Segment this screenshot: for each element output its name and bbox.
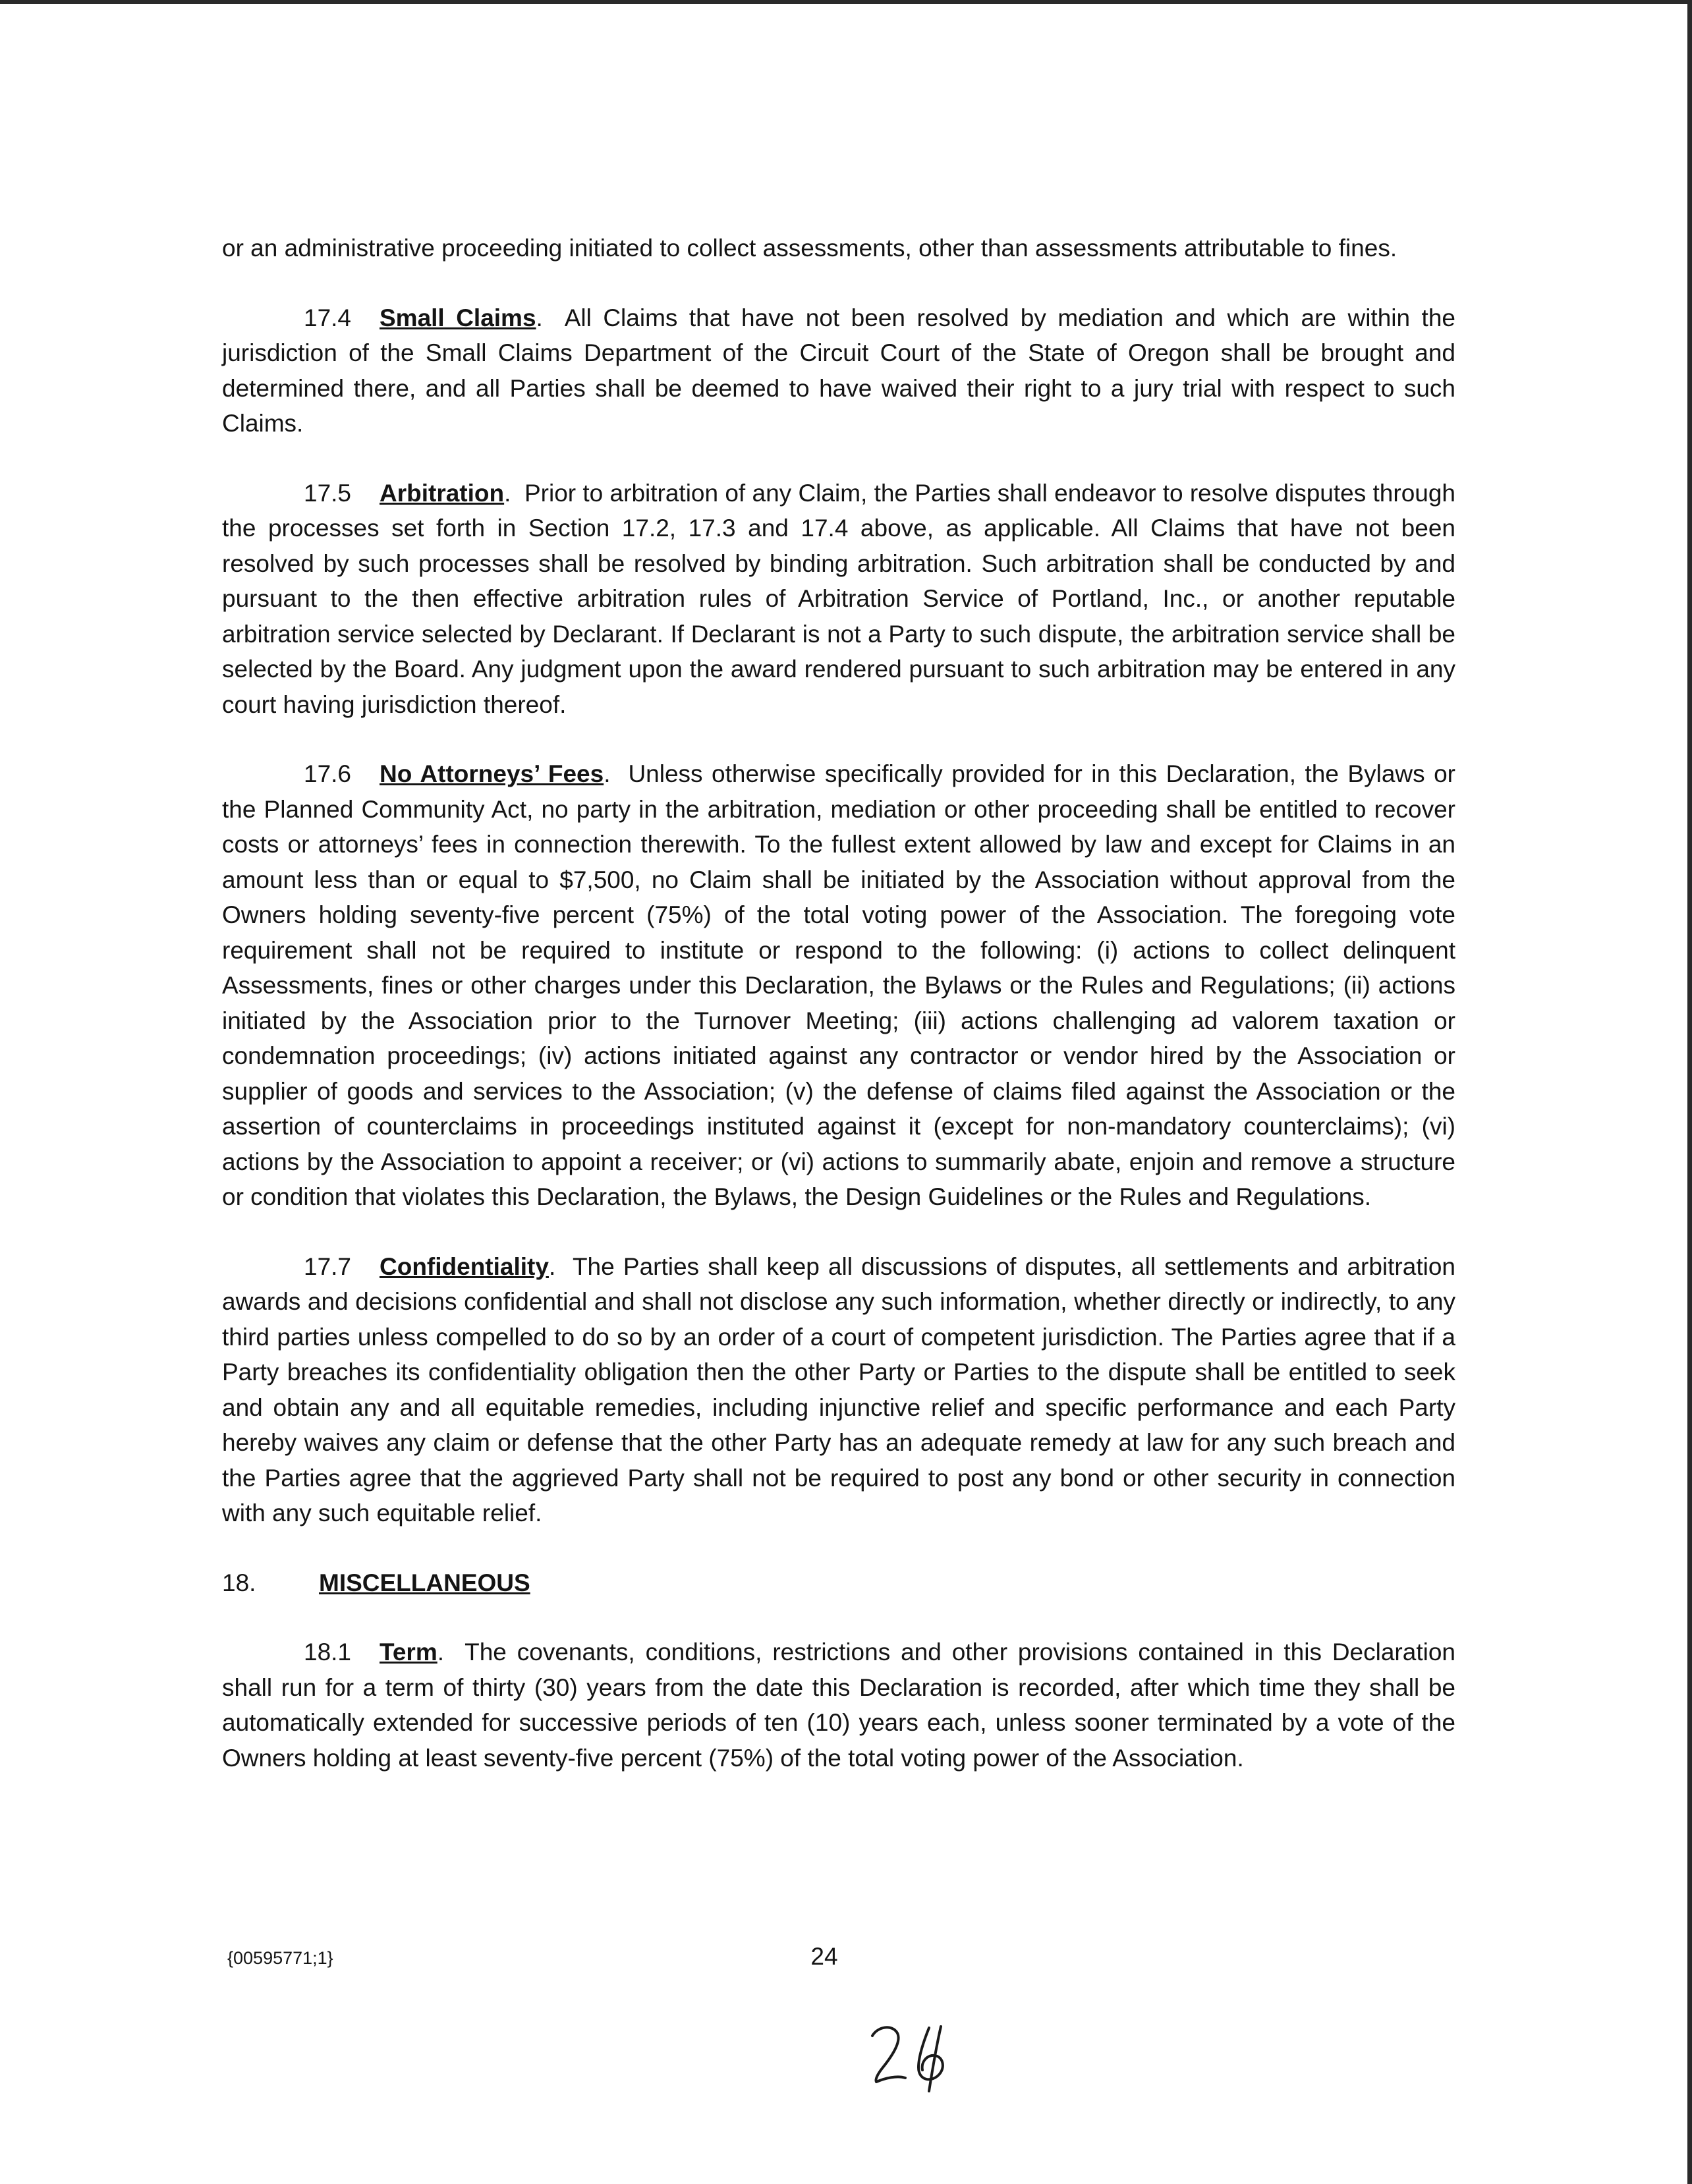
section-text: Unless otherwise specifically provided for in this Declaration, the Bylaws or the Planned Community Act, no party in the arbitration, mediation or other proceeding shall be entitled to recover costs or attorneys’ fees in connection therewith. To the fullest extent allowed by law and except for Claims in an amount less than or equal to $7,500, no Claim shall be initiated by the Association without approval from the Owners holding seventy-five percent (75%) of the total voting power of the Association. The foregoing vote requirement shall not be required to institute or respond to the following: (i) actions to collect delinquent Assessments, fines or other charges under this Declaration, the Bylaws or the Rules and Regulations; (ii) actions initiated by the Association prior to the Turnover Meeting; (iii) actions challenging ad valorem taxation or condemnation proceedings; (iv) actions initiated against any contractor or vendor hired by the Association or supplier of goods and services to the Association; (v) the defense of claims filed against the Association or the assertion of counterclaims in proceedings instituted against it (except for non-mandatory counterclaims); (vi) actions by the Association to appoint a receiver; or (vi) actions to summarily abate, enjoin and remove a structure or condition that violates this Declaration, the Bylaws, the Design Guidelines or the Rules and Regulations. bbox=[222, 760, 1456, 1210]
section-number: 17.4 bbox=[304, 304, 352, 331]
section-17-7 bbox=[222, 1249, 1455, 1531]
heading-period: . bbox=[437, 1638, 445, 1666]
section-heading: No Attorneys’ Fees bbox=[380, 760, 604, 787]
section-text: All Claims that have not been resolved by mediation and which are within the jurisdiction of the Small Claims Department of the Circuit Court of the State of Oregon shall be brought and determined there, and all Parties shall be deemed to have waived their right to a jury trial with respect to such Claims. bbox=[222, 304, 1455, 437]
section-text: The covenants, conditions, restrictions and other provisions contained in this Declaration shall run for a term of thirty (30) years from the date this Declaration is recorded, after which time they shall be automatically extended for successive periods of ten (10) years each, unless sooner terminated by a vote of the Owners holding at least seventy-five percent (75%) of the total voting power of the Association. bbox=[222, 1638, 1455, 1772]
section-number: 17.6 bbox=[304, 760, 352, 787]
article-title: MISCELLANEOUS bbox=[319, 1569, 530, 1596]
section-heading: Confidentiality bbox=[380, 1252, 549, 1280]
section-17-6 bbox=[222, 756, 1455, 1215]
heading-period: . bbox=[504, 479, 511, 507]
scan-edge-top bbox=[0, 0, 1692, 4]
page-number: 24 bbox=[810, 1943, 838, 1970]
section-heading: Small Claims bbox=[380, 304, 536, 331]
document-body bbox=[222, 231, 1455, 1810]
handwritten-page-mark bbox=[863, 2015, 982, 2094]
section-text: The Parties shall keep all discussions of disputes, all settlements and arbitration awards and decisions confidential and shall not disclose any such information, whether directly or indirectly, to any third parties unless compelled to do so by an order of a court of competent jurisdiction. The Parties agree that if a Party breaches its confidentiality obligation then the other Party or Parties to the dispute shall be entitled to seek and obtain any and all equitable remedies, including injunctive relief and specific performance and each Party hereby waives any claim or defense that the other Party has an adequate remedy at law for any such breach and the Parties agree that the aggrieved Party shall not be required to post any bond or other security in connection with any such equitable relief. bbox=[222, 1252, 1455, 1526]
section-17-4 bbox=[222, 300, 1455, 441]
section-17-5 bbox=[222, 476, 1455, 723]
article-18-heading bbox=[222, 1565, 1455, 1601]
article-number: 18. bbox=[222, 1569, 256, 1596]
section-heading: Term bbox=[380, 1638, 437, 1666]
section-number: 17.5 bbox=[304, 479, 352, 507]
section-18-1 bbox=[222, 1635, 1455, 1776]
scan-edge-right bbox=[1687, 0, 1692, 2184]
section-number: 17.7 bbox=[304, 1252, 352, 1280]
section-number: 18.1 bbox=[304, 1638, 352, 1666]
heading-period: . bbox=[604, 760, 611, 787]
section-text: Prior to arbitration of any Claim, the Parties shall endeavor to resolve disputes through the processes set forth in Section 17.2, 17.3 and 17.4 above, as applicable. All Claims that have not been resolved by such processes shall be resolved by binding arbitration. Such arbitration shall be conducted by and pursuant to the then effective arbitration rules of Arbitration Service of Portland, Inc., or another reputable arbitration service selected by Declarant. If Declarant is not a Party to such dispute, the arbitration service shall be selected by the Board. Any judgment upon the award rendered pursuant to such arbitration may be entered in any court having jurisdiction thereof. bbox=[222, 479, 1456, 718]
section-heading: Arbitration bbox=[380, 479, 505, 507]
heading-period: . bbox=[536, 304, 543, 331]
heading-period: . bbox=[548, 1252, 556, 1280]
continuation-paragraph: or an administrative proceeding initiated to collect assessments, other than assessments attributable to fines. bbox=[222, 235, 1397, 262]
document-id: {00595771;1} bbox=[227, 1948, 333, 1968]
